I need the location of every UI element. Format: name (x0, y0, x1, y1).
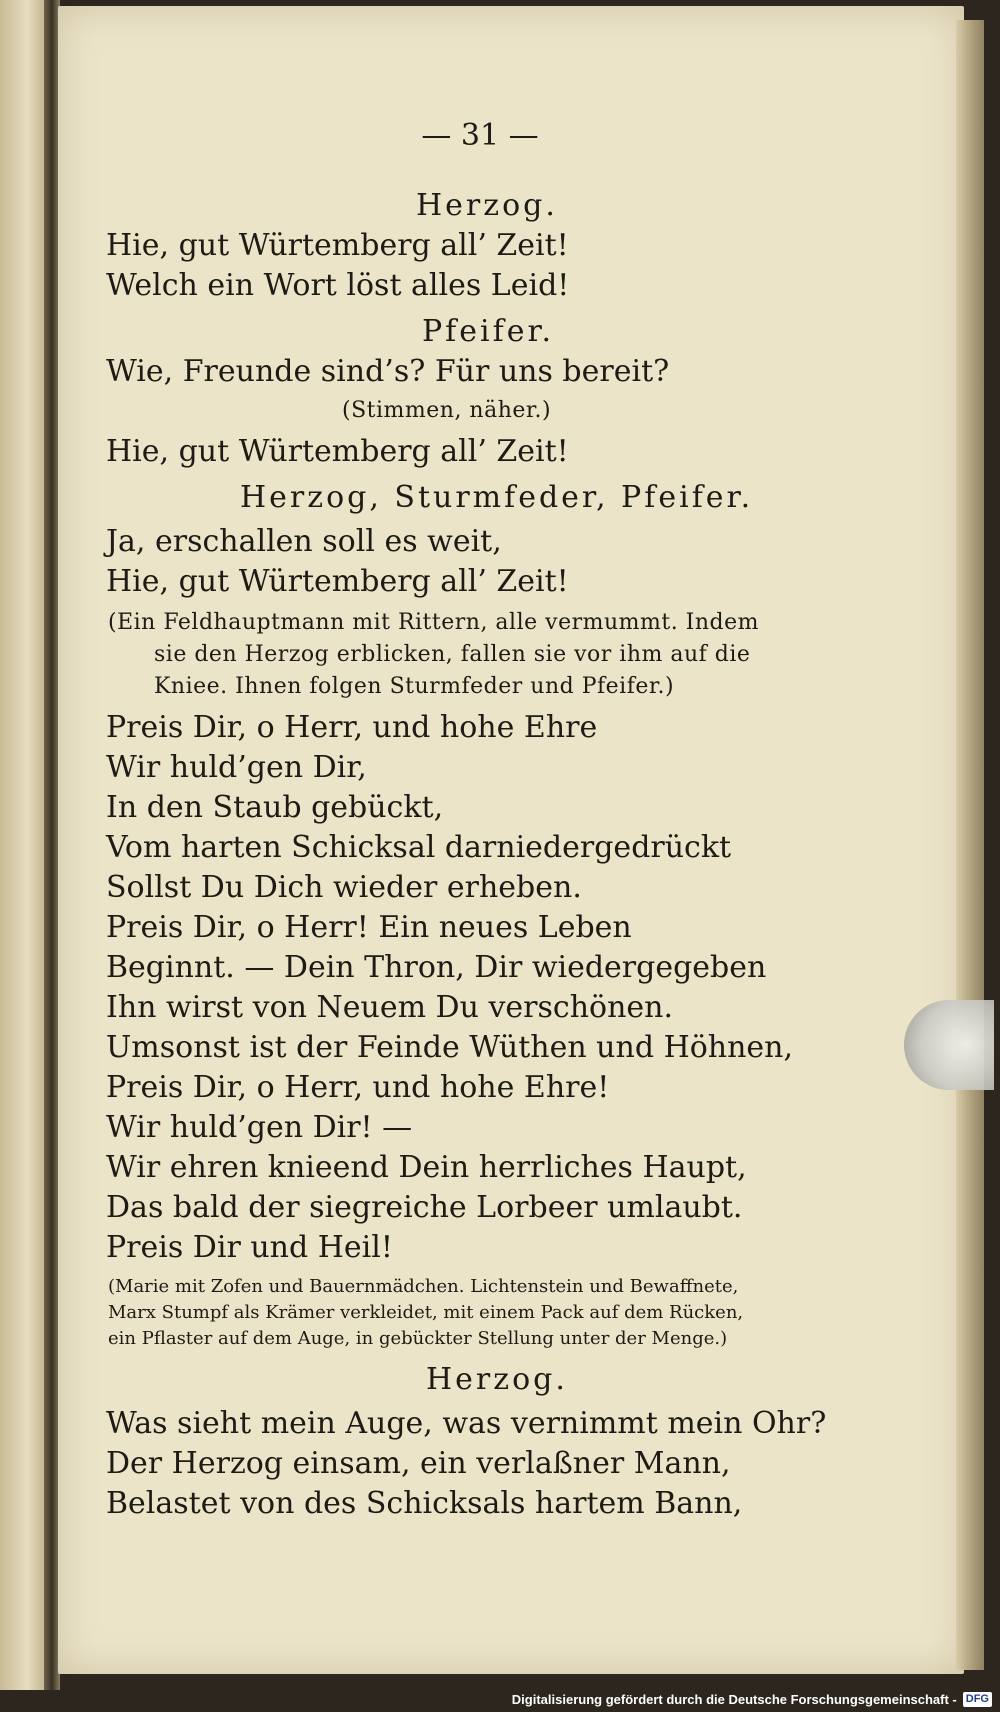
verse-line: Preis Dir, o Herr, und hohe Ehre (106, 710, 598, 745)
verse-line: Der Herzog einsam, ein verlaßner Mann, (106, 1446, 731, 1481)
verse-line: Ja, erschallen soll es weit, (106, 524, 502, 559)
page-clip (904, 1000, 994, 1090)
verse-line: Hie, gut Würtemberg all’ Zeit! (106, 564, 569, 599)
verse-line: Umsonst ist der Feinde Wüthen und Höhnen, (106, 1030, 794, 1065)
verse-line: Welch ein Wort löst alles Leid! (106, 268, 570, 303)
verse-line: Hie, gut Würtemberg all’ Zeit! (106, 434, 569, 469)
verse-line: Das bald der siegreiche Lorbeer umlaubt. (106, 1190, 743, 1225)
stage-direction: sie den Herzog erblicken, fallen sie vor ihm auf die (154, 642, 751, 667)
stage-direction: (Stimmen, näher.) (342, 398, 552, 423)
credit-text: Digitalisierung gefördert durch die Deutsche Forschungsgemeinschaft - (511, 1691, 957, 1707)
speaker-herzog: Herzog. (426, 1362, 568, 1397)
verse-line: Wir huld’gen Dir, (106, 750, 367, 785)
verse-line: Preis Dir und Heil! (106, 1230, 393, 1265)
stage-direction: Kniee. Ihnen folgen Sturmfeder und Pfeifer.) (154, 674, 675, 699)
verse-line: Wie, Freunde sind’s? Für uns bereit? (106, 354, 670, 389)
verse-line: Wir ehren knieend Dein herrliches Haupt, (106, 1150, 747, 1185)
verse-line: Ihn wirst von Neuem Du verschönen. (106, 990, 674, 1025)
speaker-herzog: Herzog. (416, 188, 558, 223)
verse-line: Hie, gut Würtemberg all’ Zeit! (106, 228, 569, 263)
stage-direction: ein Pflaster auf dem Auge, in gebückter Stellung unter der Menge.) (108, 1328, 728, 1349)
verse-line: Was sieht mein Auge, was vernimmt mein Ohr? (106, 1406, 827, 1441)
digitization-credit (512, 1690, 992, 1708)
verse-line: Belastet von des Schicksals hartem Bann, (106, 1486, 743, 1521)
stage-direction: (Marie mit Zofen und Bauernmädchen. Lichtenstein und Bewaffnete, (108, 1276, 739, 1297)
speaker-group: Herzog, Sturmfeder, Pfeifer. (240, 480, 754, 515)
page-stack-edge (956, 20, 984, 1670)
verse-line: Preis Dir, o Herr! Ein neues Leben (106, 910, 632, 945)
verse-line: Beginnt. — Dein Thron, Dir wiedergegeben (106, 950, 767, 985)
verse-line: Preis Dir, o Herr, und hohe Ehre! (106, 1070, 610, 1105)
dfg-logo: DFG (963, 1692, 992, 1707)
verse-line: Wir huld’gen Dir! — (106, 1110, 413, 1145)
stage-direction: (Ein Feldhauptmann mit Rittern, alle vermummt. Indem (108, 610, 760, 635)
verse-line: Sollst Du Dich wieder erheben. (106, 870, 582, 905)
left-page-edge (0, 0, 50, 1690)
stage-direction: Marx Stumpf als Krämer verkleidet, mit einem Pack auf dem Rücken, (108, 1302, 744, 1323)
verse-line: Vom harten Schicksal darniedergedrückt (106, 830, 732, 865)
page-number: — 31 — (421, 118, 539, 153)
speaker-pfeifer: Pfeifer. (422, 314, 555, 349)
verse-line: In den Staub gebückt, (106, 790, 444, 825)
